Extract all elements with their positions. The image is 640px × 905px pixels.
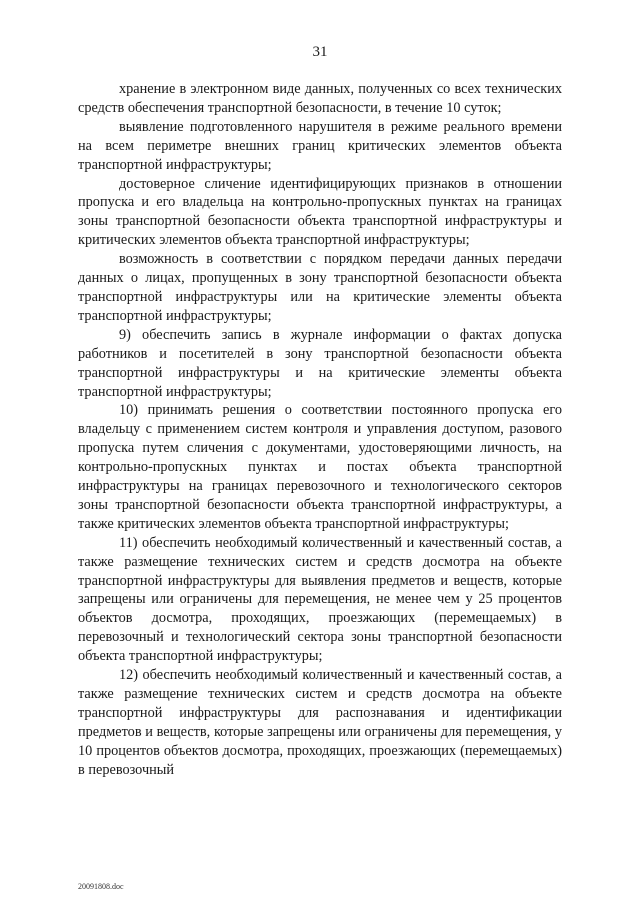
paragraph: 10) принимать решения о соответствии постоянного пропуска его владельцу с применением систем контроля и управления доступом, разового пропуска путем сличения с документами, удостоверяющими личность, на контрольно-пропускных пунктах и постах объекта транспортной инфраструктуры на границах перевозочного и технологического секторов зоны транспортной безопасности объекта транспортной инфраструктуры, а также критических элементов объекта транспортной инфраструктуры; [78, 402, 562, 532]
file-name-footer: 20091808.doc [78, 882, 124, 891]
paragraph: хранение в электронном виде данных, полученных со всех технических средств обеспечения транспортной безопасности, в течение 10 суток; [78, 81, 562, 116]
paragraph: 11) обеспечить необходимый количественный и качественный состав, а также размещение технических систем и средств досмотра на объекте транспортной инфраструктуры для выявления предметов и веществ, которые запрещены или ограничены для перемещения, не менее чем у 25 процентов объектов досмотра, проходящих, проезжающих (перемещаемых) в перевозочный и технологический сектора зоны транспортной безопасности объекта транспортной инфраструктуры; [78, 534, 562, 665]
paragraph: 9) обеспечить запись в журнале информации о фактах допуска работников и посетителей в зону транспортной безопасности объекта транспортной инфраструктуры и на критические элементы объекта транспортной инфраструктуры; [78, 326, 562, 400]
paragraph: 12) обеспечить необходимый количественный и качественный состав, а также размещение технических систем и средств досмотра на объекте транспортной инфраструктуры для распознавания и идентификации предметов и веществ, которые запрещены или ограничены для перемещения, у 10 процентов объектов досмотра, проходящих, проезжающих (перемещаемых) в перевозочный [78, 667, 562, 778]
page-number: 31 [312, 44, 328, 60]
document-body [78, 80, 562, 780]
paragraph: возможность в соответствии с порядком передачи данных передачи данных о лицах, пропущенных в зону транспортной безопасности объекта транспортной инфраструктуры или на критические элементы объекта транспортной инфраструктуры; [78, 251, 562, 324]
paragraph: достоверное сличение идентифицирующих признаков в отношении пропуска и его владельца на контрольно-пропускных пунктах на границах зоны транспортной безопасности объекта транспортной инфраструктуры и критических элементов объекта транспортной инфраструктуры; [78, 175, 562, 249]
paragraph: выявление подготовленного нарушителя в режиме реального времени на всем периметре внешних границ критических элементов объекта транспортной инфраструктуры; [78, 118, 562, 173]
